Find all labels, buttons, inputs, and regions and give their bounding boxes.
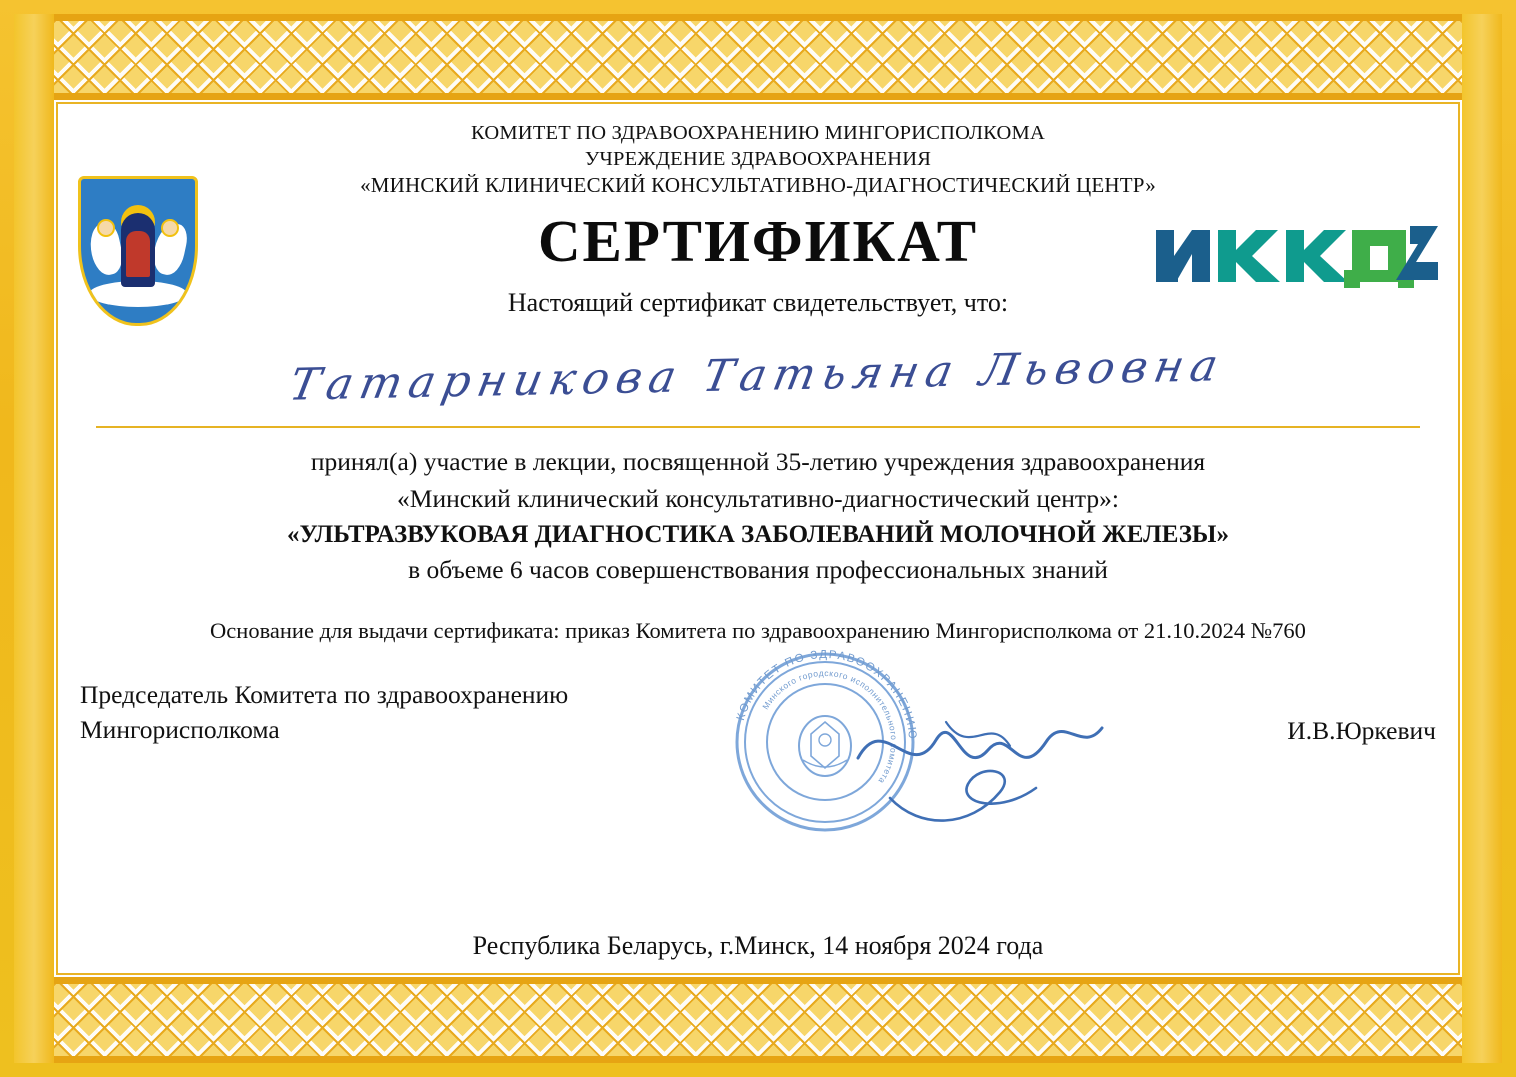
name-underline [96, 426, 1420, 428]
body-line-course-title: «УЛЬТРАЗВУКОВАЯ ДИАГНОСТИКА ЗАБОЛЕВАНИЙ МОЛОЧНОЙ ЖЕЛЕЗЫ» [287, 520, 1229, 548]
ornament-stripe [14, 977, 1502, 984]
ornament-pattern-icon [14, 977, 1502, 1063]
mkkdc-logo-icon [1152, 216, 1442, 290]
page-title: СЕРТИФИКАТ [537, 208, 979, 275]
signer-name: И.В.Юркевич [1287, 716, 1436, 746]
org-line-committee: КОМИТЕТ ПО ЗДРАВООХРАНЕНИЮ МИНГОРИСПОЛКОМА [471, 122, 1045, 144]
angel-head-right [161, 219, 179, 237]
organization-header [248, 120, 1268, 199]
frame-side-left [14, 14, 54, 1063]
shield-shape [78, 176, 198, 326]
svg-text:КОМИТЕТ ПО ЗДРАВООХРАНЕНИЮ: КОМИТЕТ ПО ЗДРАВООХРАНЕНИЮ [734, 649, 919, 742]
ornament-band-bottom [14, 977, 1502, 1063]
signer-title-line-1: Председатель Комитета по здравоохранению [80, 680, 569, 710]
official-stamp-icon [725, 642, 925, 842]
frame-side-right [1462, 14, 1502, 1063]
org-line-center: «МИНСКИЙ КЛИНИЧЕСКИЙ КОНСУЛЬТАТИВНО-ДИАГНОСТИЧЕСКИЙ ЦЕНТР» [360, 173, 1156, 198]
body-line-hours: в объеме 6 часов совершенствования профессиональных знаний [408, 555, 1108, 585]
certificate-subtitle: Настоящий сертификат свидетельствует, что: [507, 288, 1009, 318]
body-line-2: «Минский клинический консультативно-диагностический центр»: [397, 483, 1119, 513]
ornament-stripe [14, 14, 1502, 21]
signer-title-line-2: Мингорисполкома [80, 714, 280, 744]
coat-of-arms-icon [78, 176, 198, 326]
ornament-band-top [14, 14, 1502, 100]
signature-block [80, 649, 1436, 787]
recipient-name: Татарникова Татьяна Львовна [285, 340, 1229, 412]
certificate-content [58, 104, 1458, 973]
angel-head-left [97, 219, 115, 237]
robe-shape [126, 231, 150, 277]
place-and-date: Республика Беларусь, г.Минск, 14 ноября 2024 года [472, 931, 1044, 960]
body-line-1: принял(а) участие в лекции, посвященной 35-летию учреждения здравоохранения [310, 447, 1206, 477]
ornament-stripe [14, 93, 1502, 100]
svg-text:Минского городского исполнител: Минского городского исполнительного комитета [760, 668, 900, 787]
issuance-basis: Основание для выдачи сертификата: приказ Комитета по здравоохранению Мингорисполкома от 21.10.2024 №760 [210, 618, 1306, 644]
ornament-stripe [14, 1056, 1502, 1063]
ornament-pattern-icon [14, 14, 1502, 100]
recipient-name-field [96, 340, 1420, 430]
org-line-institution: УЧРЕЖДЕНИЕ ЗДРАВООХРАНЕНИЯ [584, 148, 932, 171]
certificate-body [80, 444, 1436, 588]
signer-title [80, 678, 568, 747]
